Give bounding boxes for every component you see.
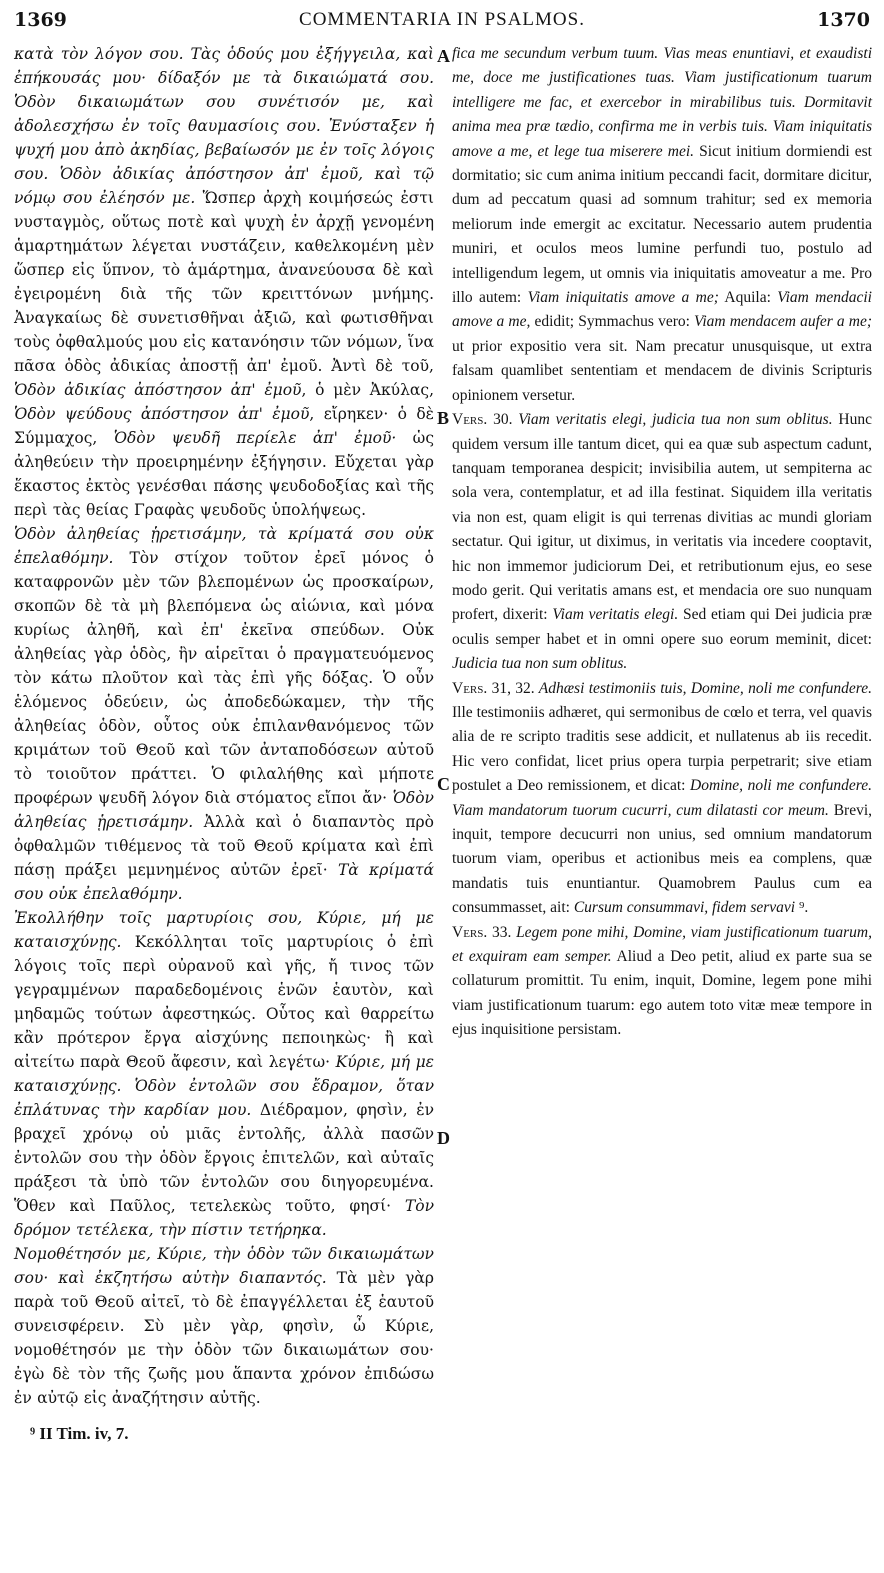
greek-quote: Κύριε, μή με καταισχύνῃς. (14, 1053, 435, 1095)
greek-text: Ἀλλὰ καὶ ὁ διαπαντὸς πρὸ ὀφθαλμῶν τιθέμενος τὰ τοῦ Θεοῦ κρίματα καὶ ἐπὶ πάσῃ πράξει μεμνημένος αὐτῶν ἐρεῖ· (14, 813, 434, 879)
greek-quote: Ὁδὸν ἐντολῶν σου ἔδραμον, ὅταν ἐπλάτυνας τὴν καρδίαν μου. (14, 1077, 434, 1119)
greek-quote: Ὁδὸν ψευδῆ περίελε ἀπ' ἐμοῦ· (113, 429, 397, 447)
latin-text: Sed etiam qui Dei judicia præ oculis semper habet et in omni opere suo eorum meminit, dicet: (452, 606, 872, 648)
greek-quote: Ὁδὸν ψεύδους ἀπόστησον ἀπ' ἐμοῦ (14, 405, 310, 423)
greek-paragraph-2 (14, 522, 434, 906)
latin-text: edidit; Symmachus vero: (530, 313, 695, 331)
latin-quote: Viam veritatis elegi, judicia tua non sum oblitus. (512, 411, 833, 429)
latin-quote: Viam iniquitatis amove a me; (527, 289, 719, 307)
latin-quote: Cursum consummavi, fidem servavi (573, 899, 796, 917)
footnote: ⁹ II Tim. iv, 7. (30, 1424, 129, 1443)
latin-text: Hunc quidem versum ille tantum dicet, qui ea quæ sub aspectum cadunt, tanquam temporanea despicit; invisibilia autem, ut sempiterna ac sola vera, contemplatur, et ad illa festinat. Siquidem illa veritatis via non est, quam eligit is qui terrenas divitias ac mundi gloriam sectatur. Qui igitur, ut diximus, in veritatis via incedere cooptavit, hic non immemor judiciorum Dei, et retributionum ejus, eo sese modo gerit. Qui veritatis amans est, et mendacia ore suo nunquam profert, dixerit: (452, 411, 872, 624)
latin-paragraph-1 (452, 42, 872, 408)
page-number-right: 1370 (817, 9, 870, 31)
greek-text: Ὥσπερ ἀρχὴ κοιμήσεώς ἐστι νυσταγμὸς, οὕτως ποτὲ καὶ ψυχὴ ἐν ἀρχῇ γενομένη ἁμαρτημάτων λέγεται νυστάζειν, καθελκομένη μὲν ὥσπερ εἰς ὕπνον, τὸ ἁμάρτημα, ἀνανεύουσα δὲ καὶ ἐγειρομένη διὰ τῆς τῶν κρειττόνων μνήμης. Ἀναγκαίως δὲ συνετισθῆναι ἀξιῶ, καὶ φωτισθῆναι τοὺς ὀφθαλμούς μου εἰς κατανόησιν τῶν νόμων, ἵνα πᾶσα ὁδὸς ἀδικίας ἀποστῇ ἀπ' ἐμοῦ. Ἀντὶ δὲ τοῦ, (14, 189, 435, 375)
verse-number: Vers. 33. (452, 923, 512, 941)
greek-quote: κατὰ τὸν λόγον σου. Τὰς ὁδούς μου ἐξήγγειλα, καὶ ἐπήκουσάς μου· δίδαξόν με τὰ δικαιώματά σου. Ὁδὸν δικαιωμάτων σου συνέτισόν με, καὶ ἀδολεσχήσω ἐν τοῖς θαυμασίοις σου. Ἐνύσταξεν ἡ ψυχή μου ἀπὸ ἀκηδίας, βεβαίωσόν με ἐν τοῖς λόγοις σου. Ὁδὸν ἀδικίας ἀπόστησον ἀπ' ἐμοῦ, καὶ τῷ νόμῳ σου ἐλέησόν με. (14, 45, 434, 207)
latin-quote: Viam mendacem aufer a me; (694, 313, 873, 331)
greek-column (14, 42, 434, 1410)
margin-marker-d: D (437, 1128, 450, 1148)
latin-quote: Viam veritatis elegi. (552, 606, 679, 624)
latin-quote: Viam mendacii amove a me, (452, 289, 872, 331)
latin-quote: Adhæsi testimoniis tuis, Domine, noli me confundere. (534, 679, 872, 697)
greek-paragraph-3 (14, 906, 434, 1242)
greek-text: , ὁ μὲν Ἀκύλας, (301, 381, 434, 399)
margin-marker-a: A (437, 46, 450, 66)
margin-marker-c: C (437, 774, 450, 794)
greek-quote: Ἐκολλήθην τοῖς μαρτυρίοις σου, Κύριε, μή με καταισχύνῃς. (14, 909, 434, 951)
latin-text: Sicut initium dormiendi est dormitatio; sic cum anima initium peccandi facit, dormitare dicitur, dum ad peccatum quasi ad somnum trahitur; sed ex memoria meliorum inde emergit ac excitatur. Necessario autem prudentia muniri, et oculos meos lumine perfundi tuo, postulo ad intelligendum legem, ut omnis via iniquitatis amoveatur a me. Pro illo autem: (452, 142, 872, 307)
latin-quote: Domine, noli me confundere. Viam mandatorum tuorum cucurri, cum dilatasti cor meum. (452, 777, 872, 819)
latin-text: ut prior expositio vera sit. Nam precatur unusquisque, ut extra falsam quamlibet sententiam et mendacem de divinis Scripturis opinionem versetur. (452, 337, 872, 404)
latin-quote: Legem pone mihi, Domine, viam justificationum tuarum, et exquiram eam semper. (452, 923, 872, 966)
verse-number: Vers. 31, 32. (452, 679, 535, 697)
latin-text: Brevi, inquit, tempore decucurri non unius, sed omnium mandatorum tuorum viam, operibus et actionibus meis ea complens, quæ mandatis tuis enuntiantur. Quamobrem Paulus cum ea consummasset, ait: (452, 801, 873, 917)
greek-quote: Ὁδὸν ἀληθείας ᾑρετισάμην. (14, 789, 434, 831)
greek-text: Τὸν στίχον τοῦτον ἐρεῖ μόνος ὁ καταφρονῶν μὲν τῶν βλεπομένων ὡς προσκαίρων, σκοπῶν δὲ τὰ μὴ βλεπόμενα ὡς αἰώνια, καὶ μόνα κυρίως ἀληθῆ, καὶ ἐπ' ἐκεῖνα σπεύδων. Οὐκ ἀληθείας γὰρ ὁδὸς, ἣν αἱρεῖται ὁ πραγματευόμενος τὸν κάτω πλοῦτον καὶ τὰς ἐπὶ γῆς δόξας. Ὁ οὖν ἑλόμενος ὁδεύειν, ὡς ἀποδεδώκαμεν, τὴν τῆς ἀληθείας ὁδὸν, οὗτος οὐκ ἐπιλανθανόμενος τῶν κριμάτων τοῦ Θεοῦ καὶ τῶν ἀνταποδόσεων αὐτοῦ τὸ τοιοῦτον πράττει. Ὁ φιλαλήθης καὶ μήποτε προφέρων ψευδῆ λόγον διὰ στόματος εἴποι ἄν· (14, 549, 434, 807)
page-number-left: 1369 (14, 9, 67, 31)
latin-quote: Judicia tua non sum oblitus. (452, 655, 628, 673)
greek-text: Διέδραμον, φησὶν, ἐν βραχεῖ χρόνῳ οὐ μιᾶς ἐντολῆς, ἀλλὰ πασῶν ἐντολῶν σου τὴν ὁδὸν ἔργοις ἐπιτελῶν, καὶ αὐταῖς πράξεσι τὰ ὑπὸ τῶν ἐντολῶν σου διηγορευμένα. Ὅθεν καὶ Παῦλος, τετελεκὼς τοῦτο, φησί· (14, 1101, 434, 1215)
latin-column (452, 42, 872, 1043)
latin-text: Ille testimoniis adhæret, qui sermonibus de cœlo et terra, vel quavis alia de re scripto traditis sese addicit, et nullatenus ab iis recedit. Hic vero confidat, licet prius opera turpia perpetrarit; sive etiam postulet a Deo remissionem, et dicat: (452, 703, 872, 795)
latin-paragraph-4 (452, 921, 872, 1043)
greek-quote: Τὸν δρόμον τετέλεκα, τὴν πίστιν τετήρηκα. (14, 1197, 434, 1239)
footnote-ref: ⁹. (795, 899, 809, 917)
greek-paragraph-4 (14, 1242, 434, 1410)
greek-text: Τὰ μὲν γὰρ παρὰ τοῦ Θεοῦ αἰτεῖ, τὸ δὲ ἐπαγγέλλεται ἐξ ἑαυτοῦ συνεισφέρειν. Σὺ μὲν γὰρ, φησὶν, ὦ Κύριε, νομοθέτησόν με τὴν ὁδὸν τῶν δικαιωμάτων σου· ἐγὼ δὲ τὸν τῆς ζωῆς μου ἅπαντα χρόνον ἐπιδώσω ἐν αὐτῷ εἰς ἀναζήτησιν αὐτῆς. (14, 1269, 434, 1407)
greek-paragraph-1 (14, 42, 434, 522)
verse-number: Vers. 30. (452, 411, 513, 429)
latin-text: Aquila: (718, 289, 778, 307)
page-header (0, 0, 884, 40)
greek-quote: Νομοθέτησόν με, Κύριε, τὴν ὁδὸν τῶν δικαιωμάτων σου· καὶ ἐκζητήσω αὐτὴν διαπαντός. (14, 1245, 434, 1287)
greek-quote: Ὁδὸν ἀδικίας ἀπόστησον ἀπ' ἐμοῦ (14, 381, 302, 399)
greek-quote: Ὁδὸν ἀληθείας ᾑρετισάμην, τὰ κρίματά σου οὐκ ἐπελαθόμην. (14, 525, 434, 567)
margin-marker-b: B (437, 408, 450, 428)
greek-text: Κεκόλληται τοῖς μαρτυρίοις ὁ ἐπὶ λόγοις τοῖς περὶ οὐρανοῦ καὶ γῆς, ἤ τινος τῶν γεγραμμένων παραδεδομένοις ἑνῶν ἑαυτὸν, καὶ μηδαμῶς τούτων ἀφεστηκώς. Οὗτος καὶ θαρρείτω κἂν πρότερον ἔργα αἰσχύνης πεποιηκὼς· ἢ καὶ αἰτείτω παρὰ Θεοῦ ἄφεσιν, καὶ λεγέτω· (14, 933, 434, 1071)
latin-text: Aliud a Deo petit, aliud ex parte sua se collaturum promittit. Tu enim, inquit, Domine, legem pone mihi viam justificationum tuarum: ego autem toto vitæ meæ tempore in ejus inquisitione persistam. (452, 948, 872, 1039)
greek-text: , εἴρηκεν· ὁ δὲ Σύμμαχος, (14, 405, 434, 447)
latin-paragraph-2 (452, 408, 872, 676)
running-title: COMMENTARIA IN PSALMOS. (299, 9, 585, 30)
latin-paragraph-3 (452, 677, 872, 921)
greek-quote: Τὰ κρίματά σου οὐκ ἐπελαθόμην. (14, 861, 434, 903)
greek-text: ὡς ἀληθεύειν τὴν προειρημένην ἐξήγησιν. Εὔχεται γὰρ ἕκαστος ἐκτὸς γενέσθαι πάσης ψευδοδοξίας καὶ τῆς περὶ τὰς θείας Γραφὰς ψευδοῦς ὑπολήψεως. (14, 429, 434, 519)
latin-quote: fica me secundum verbum tuum. Vias meas enuntiavi, et exaudisti me, doce me justificationes tuas. Viam justificationum tuarum intelligere me fac, et exercebor in mirabilibus tuis. Dormitavit anima mea præ tædio, confirma me in verbis tuis. Viam iniquitatis amove a me, et lege tua miserere mei. (452, 45, 872, 160)
